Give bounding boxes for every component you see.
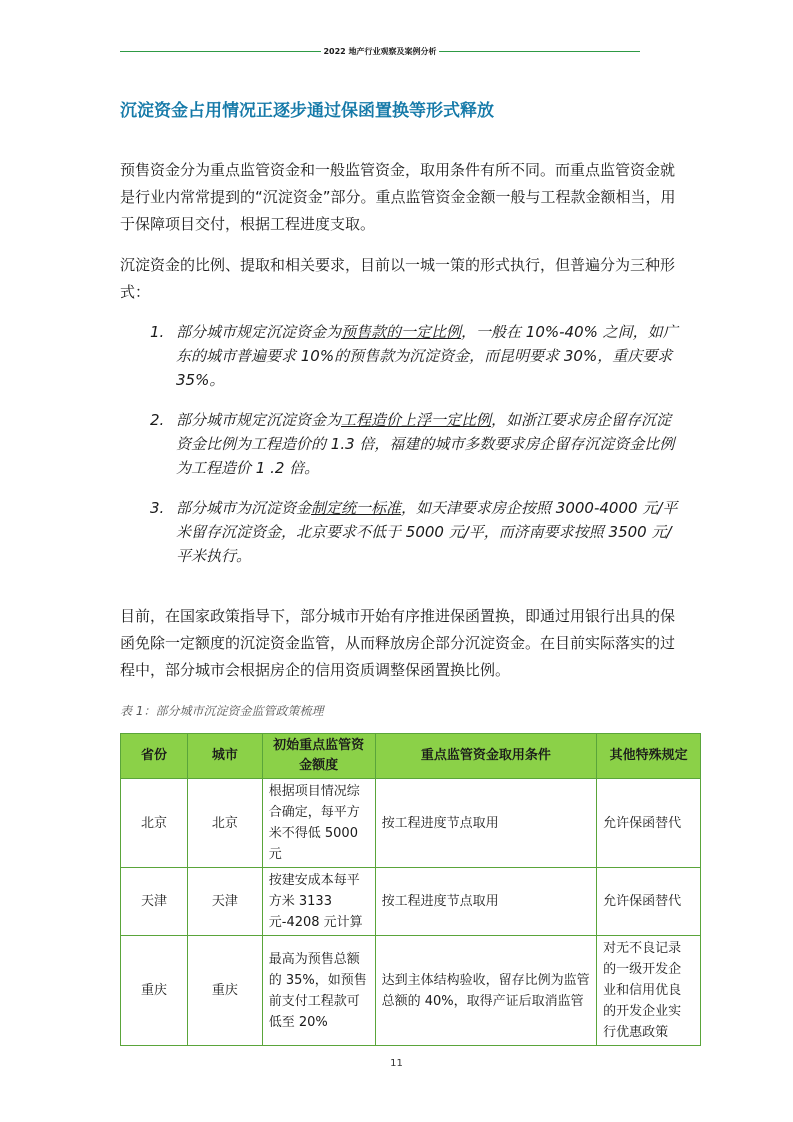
policy-table bbox=[120, 733, 701, 1046]
list-item-text: 部分城市规定沉淀资金为 bbox=[176, 411, 342, 429]
list-item-text: ，如天津要求房企按照 3000-4000 元/平米留存沉淀资金，北京要求不低于 5000 元/平，而济南要求按照 3500 元/平米执行。 bbox=[176, 499, 678, 565]
page-header bbox=[120, 44, 640, 58]
list-item-underlined: 工程造价上浮一定比例 bbox=[341, 411, 492, 429]
table-cell: 按建安成本每平方米 3133 元-4208 元计算 bbox=[262, 868, 375, 936]
list-item-number: 3. bbox=[150, 499, 165, 517]
list-item-text: 部分城市为沉淀资金 bbox=[176, 499, 312, 517]
table-cell: 重庆 bbox=[187, 936, 262, 1046]
list-item bbox=[150, 408, 680, 480]
list-item-number: 2. bbox=[150, 411, 165, 429]
table-cell: 重庆 bbox=[121, 936, 188, 1046]
column-header: 重点监管资金取用条件 bbox=[375, 734, 597, 779]
section-title: 沉淀资金占用情况正逐步通过保函置换等形式释放 bbox=[120, 101, 494, 121]
column-header: 其他特殊规定 bbox=[597, 734, 701, 779]
table-cell: 允许保函替代 bbox=[597, 779, 701, 868]
header-rule-right bbox=[439, 51, 640, 52]
paragraph-3: 目前，在国家政策指导下，部分城市开始有序推进保函置换，即通过用银行出具的保函免除一定额度的沉淀资金监管，从而释放房企部分沉淀资金。在目前实际落实的过程中，部分城市会根据房企的信用资质调整保函置换比例。 bbox=[120, 607, 676, 679]
table-caption: 表 1：部分城市沉淀资金监管政策梳理 bbox=[120, 704, 324, 718]
list-item bbox=[150, 496, 680, 568]
paragraph-2: 沉淀资金的比例、提取和相关要求，目前以一城一策的形式执行，但普遍分为三种形式： bbox=[120, 256, 676, 301]
list-item-text: ，如浙江要求房企留存沉淀资金比例为工程造价的 1.3 倍，福建的城市多数要求房企留存沉淀资金比例为工程造价 1 .2 倍。 bbox=[176, 411, 675, 477]
column-header: 初始重点监管资金额度 bbox=[262, 734, 375, 779]
table-cell: 根据项目情况综合确定，每平方米不得低 5000 元 bbox=[262, 779, 375, 868]
table-cell: 北京 bbox=[121, 779, 188, 868]
header-rule-left bbox=[120, 51, 321, 52]
list-item-underlined: 预售款的一定比例 bbox=[341, 323, 462, 341]
column-header: 城市 bbox=[187, 734, 262, 779]
page-number: 11 bbox=[390, 1058, 403, 1069]
table-cell: 允许保函替代 bbox=[597, 868, 701, 936]
table-cell: 最高为预售总额的 35%，如预售前支付工程款可低至 20% bbox=[262, 936, 375, 1046]
table-header-row bbox=[121, 734, 701, 779]
table-cell: 天津 bbox=[187, 868, 262, 936]
table-row bbox=[121, 868, 701, 936]
table-row bbox=[121, 936, 701, 1046]
paragraph-1: 预售资金分为重点监管资金和一般监管资金，取用条件有所不同。而重点监管资金就是行业内常常提到的“沉淀资金”部分。重点监管资金金额一般与工程款金额相当，用于保障项目交付，根据工程进度支取。 bbox=[120, 161, 676, 233]
table-cell: 天津 bbox=[121, 868, 188, 936]
list-item-number: 1. bbox=[150, 323, 165, 341]
table-cell: 对无不良记录的一级开发企业和信用优良的开发企业实行优惠政策 bbox=[597, 936, 701, 1046]
header-title: 2022 地产行业观察及案例分析 bbox=[323, 46, 437, 56]
list-item-text: 部分城市规定沉淀资金为 bbox=[176, 323, 342, 341]
table-cell: 按工程进度节点取用 bbox=[375, 779, 597, 868]
table-row bbox=[121, 779, 701, 868]
forms-list bbox=[150, 320, 680, 584]
table-cell: 达到主体结构验收，留存比例为监管总额的 40%，取得产证后取消监管 bbox=[375, 936, 597, 1046]
table-cell: 北京 bbox=[187, 779, 262, 868]
list-item-text: ，一般在 10%-40% 之间，如广东的城市普遍要求 10%的预售款为沉淀资金，而昆明要求 30%，重庆要求 35%。 bbox=[176, 323, 678, 389]
column-header: 省份 bbox=[121, 734, 188, 779]
list-item bbox=[150, 320, 680, 392]
list-item-underlined: 制定统一标准 bbox=[311, 499, 402, 517]
table-cell: 按工程进度节点取用 bbox=[375, 868, 597, 936]
